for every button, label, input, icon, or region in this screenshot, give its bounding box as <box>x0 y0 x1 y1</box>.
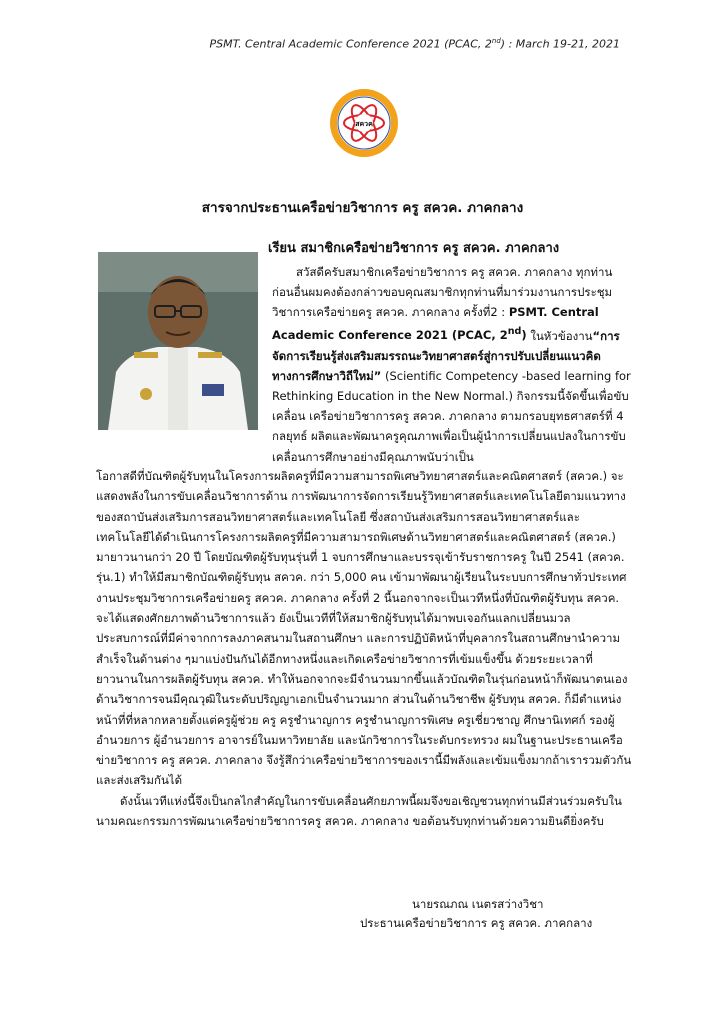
salutation: เรียน สมาชิกเครือข่ายวิชาการ ครู สควค. ภาคกลาง <box>268 241 560 256</box>
svg-text:สควค: สควค <box>355 120 373 128</box>
signer-position: ประธานเครือข่ายวิชาการ ครู สควค. ภาคกลาง <box>360 916 593 930</box>
intro-paragraph: สวัสดีครับสมาชิกเครือข่ายวิชาการ ครู สควค. ภาคกลาง ทุกท่าน ก่อนอื่นผมคงต้องกล่าวขอบคุณสมาชิกทุกท่านที่มาร่วมงานการประชุมวิชาการเครือข่ายครู สควค. ภาคกลาง ครั้งที่2 : PSMT. Central Academic Conference 2021 (PCAC, 2nd) ในหัวข้องาน“การจัดการเรียนรู้ส่งเสริมสมรรถนะวิทยาศาสตร์สู่การปรับเปลี่ยนแนวคิดทางการศึกษาวิถีใหม่” (Scientific Competency -based learning for Rethinking Education in the New Normal.) กิจกรรมนี้จัดขึ้นเพื่อขับเคลื่อน เครือข่ายวิชาการครู สควค. ภาคกลาง ตามกรอบยุทธศาสตร์ที่ 4 กลยุทธ์ ผลิตและพัฒนาครูคุณภาพเพื่อเป็นผู้นำการเปลี่ยนแปลงในการขับเคลื่อนการศึกษาอย่างมีคุณภาพนับว่าเป็น <box>272 265 631 464</box>
page-title: สารจากประธานเครือข่ายวิชาการ ครู สควค. ภาคกลาง <box>201 200 524 216</box>
signer-name: นายรณภณ เนตรสว่างวิชา <box>412 897 544 911</box>
chairman-portrait <box>98 252 258 430</box>
page-header: PSMT. Central Academic Conference 2021 (PCAC, 2nd) : March 19-21, 2021 <box>209 37 620 51</box>
organization-logo <box>329 88 399 158</box>
closing-paragraph: ดังนั้นเวทีแห่งนี้จึงเป็นกลไกสำคัญในการขับเคลื่อนศักยภาพนี้ผมจึงขอเชิญชวนทุกท่านมีส่วนร่วมครับในนามคณะกรรมการพัฒนาเครือข่ายวิชาการครู สควค. ภาคกลาง ขอต้อนรับทุกท่านด้วยความยินดียิ่งครับ <box>96 793 622 829</box>
body-text <box>96 466 632 831</box>
body-paragraph-continued: โอกาสดีที่บัณฑิตผู้รับทุนในโครงการผลิตครูที่มีความสามารถพิเศษวิทยาศาสตร์และคณิตศาสตร์ (สควค.) จะแสดงพลังในการขับเคลื่อนวิชาการด้าน การพัฒนาการจัดการเรียนรู้วิทยาศาสตร์และเทคโนโลยีตามแนวทางของสถาบันส่งเสริมการสอนวิทยาศาสตร์และเทคโนโลยี ซึ่งสถาบันส่งเสริมการสอนวิทยาศาสตร์และเทคโนโลยีได้ดำเนินการโครงการผลิตครูที่มีความสามารถพิเศษด้านวิทยาศาสตร์และคณิตศาสตร์ (สควค.) มายาวนานกว่า 20 ปี โดยบัณฑิตผู้รับทุนรุ่นที่ 1 จบการศึกษาและบรรจุเข้ารับราชการครู ในปี 2541 (สควค. รุ่น.1) ทำให้มีสมาชิกบัณฑิตผู้รับทุน สควค. กว่า 5,000 คน เข้ามาพัฒนาผู้เรียนในระบบการศึกษาทั่วประเทศ งานประชุมวิชาการเครือข่ายครู สควค. ภาคกลาง ครั้งที่ 2 นี้นอกจากจะเป็นเวทีหนึ่งที่บัณฑิตผู้รับทุน สควค. จะได้แสดงศักยภาพด้านวิชาการแล้ว ยังเป็นเวทีที่ให้สมาชิกผู้รับทุนได้มาพบเจอกันแลกเปลี่ยนมวลประสบการณ์ที่มีค่าจากการลงภาคสนามในสถานศึกษา และการปฏิบัติหน้าที่บุคลากรในสถานศึกษานำความสำเร็จในด้านต่าง ๆมาแบ่งปันกันได้อีกทางหนึ่งและเกิดเครือข่ายวิชาการที่เข้มแข็งขึ้น ด้วยระยะเวลาที่ยาวนานในการผลิตผู้รับทุน สควค. ทำให้นอกจากจะมีจำนวนมากขึ้นแล้วบัณฑิตในรุ่นก่อนหน้าก็พัฒนาตนเองด้านวิชาการจนมีคุณวุฒิในระดับปริญญาเอกเป็นจำนวนมาก ส่วนในด้านวิชาชีพ ผู้รับทุน สควค. ก็มีตำแหน่งหน้าที่ที่หลากหลายตั้งแต่ครูผู้ช่วย ครู ครูชำนาญการ ครูชำนาญการพิเศษ ครูเชี่ยวชาญ ศึกษานิเทศก์ รองผู้อำนวยการ ผู้อำนวยการ อาจารย์ในมหาวิทยาลัย และนักวิชาการในระดับกระทรวง ผมในฐานะประธานเครือข่ายวิชาการ ครู สควค. ภาคกลาง จึงรู้สึกว่าเครือข่ายวิชาการของเรานี้มีพลังและเข้มแข็งมากถ้าเรารวมตัวกันและส่งเสริมกันได้ <box>96 469 632 788</box>
